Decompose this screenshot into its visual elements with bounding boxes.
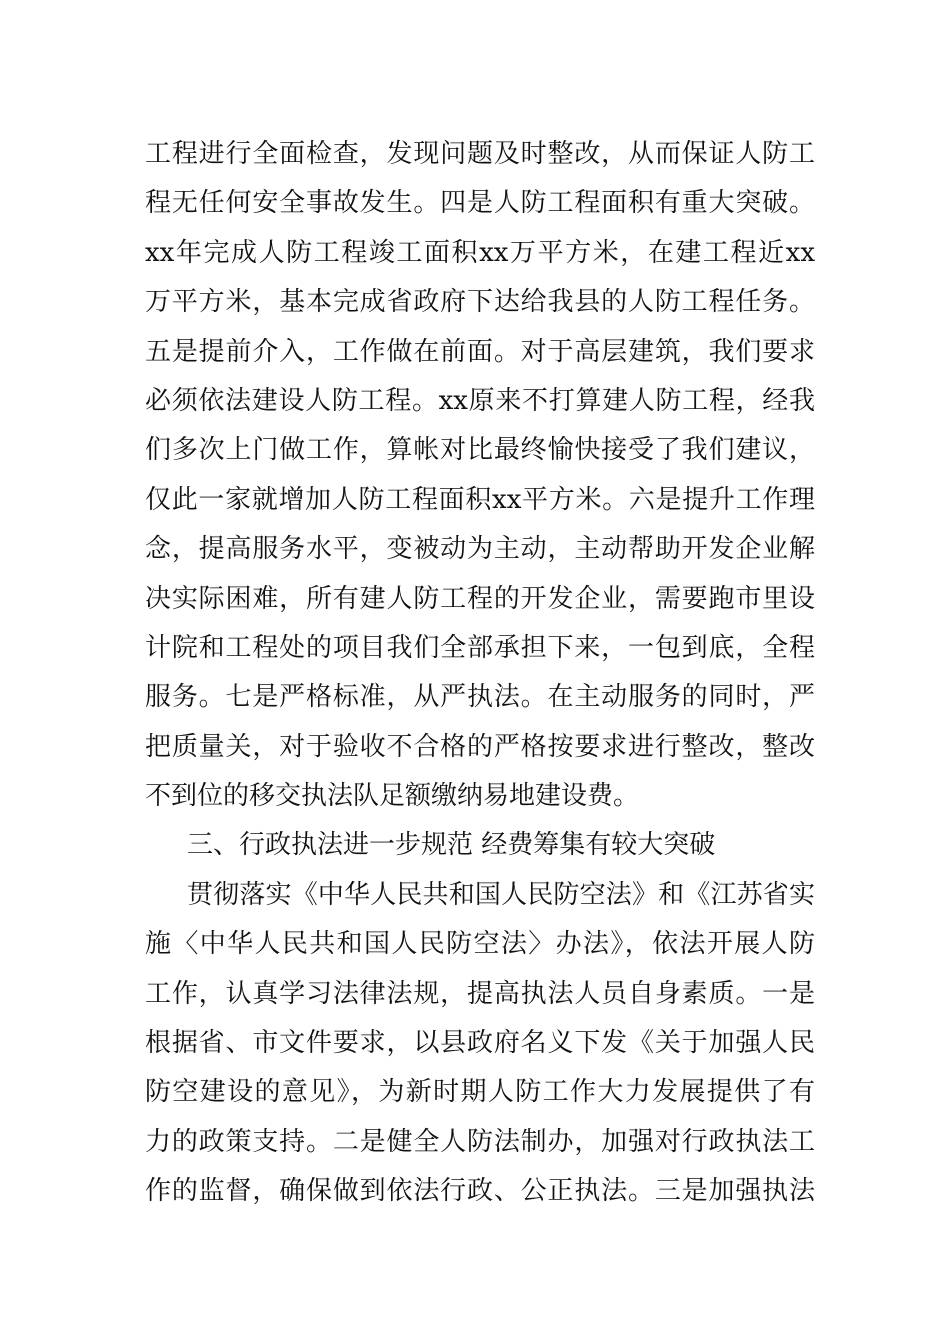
paragraph-line: 力的政策支持。二是健全人防法制办，加强对行政执法工 (145, 1126, 815, 1157)
section-heading: 三、行政执法进一步规范 经费筹集有较大突破 (187, 830, 716, 861)
paragraph-line: 念，提高服务水平，变被动为主动，主动帮助开发企业解 (145, 534, 815, 565)
paragraph-line: 防空建设的意见》，为新时期人防工作大力发展提供了有 (145, 1077, 815, 1108)
document-body (145, 130, 815, 1217)
paragraph-line: 们多次上门做工作，算帐对比最终愉快接受了我们建议， (145, 435, 815, 466)
paragraph-line: 五是提前介入，工作做在前面。对于高层建筑，我们要求 (145, 336, 815, 367)
paragraph-line: 必须依法建设人防工程。xx原来不打算建人防工程，经我 (145, 385, 815, 416)
paragraph-line: 把质量关，对于验收不合格的严格按要求进行整改，整改 (145, 731, 815, 762)
paragraph-line: 工作，认真学习法律法规，提高执法人员自身素质。一是 (145, 978, 815, 1009)
paragraph-line: 作的监督，确保做到依法行政、公正执法。三是加强执法 (145, 1176, 815, 1207)
paragraph-line: xx年完成人防工程竣工面积xx万平方米，在建工程近xx (145, 237, 815, 268)
paragraph-line: 仅此一家就增加人防工程面积xx平方米。六是提升工作理 (145, 484, 815, 515)
paragraph-line: 贯彻落实《中华人民共和国人民防空法》和《江苏省实 (187, 879, 815, 910)
paragraph-line: 不到位的移交执法队足额缴纳易地建设费。 (145, 781, 640, 812)
paragraph-line: 计院和工程处的项目我们全部承担下来，一包到底，全程 (145, 632, 815, 663)
paragraph-line: 工程进行全面检查，发现问题及时整改，从而保证人防工 (145, 139, 815, 169)
paragraph-line: 根据省、市文件要求，以县政府名义下发《关于加强人民 (145, 1028, 815, 1059)
paragraph-line: 程无任何安全事故发生。四是人防工程面积有重大突破。 (145, 188, 815, 219)
paragraph-line: 万平方米，基本完成省政府下达给我县的人防工程任务。 (145, 287, 815, 318)
paragraph-line: 服务。七是严格标准，从严执法。在主动服务的同时，严 (145, 682, 815, 713)
paragraph-line: 施〈中华人民共和国人民防空法〉办法》，依法开展人防 (145, 929, 815, 960)
paragraph-line: 决实际困难，所有建人防工程的开发企业，需要跑市里设 (145, 583, 815, 614)
